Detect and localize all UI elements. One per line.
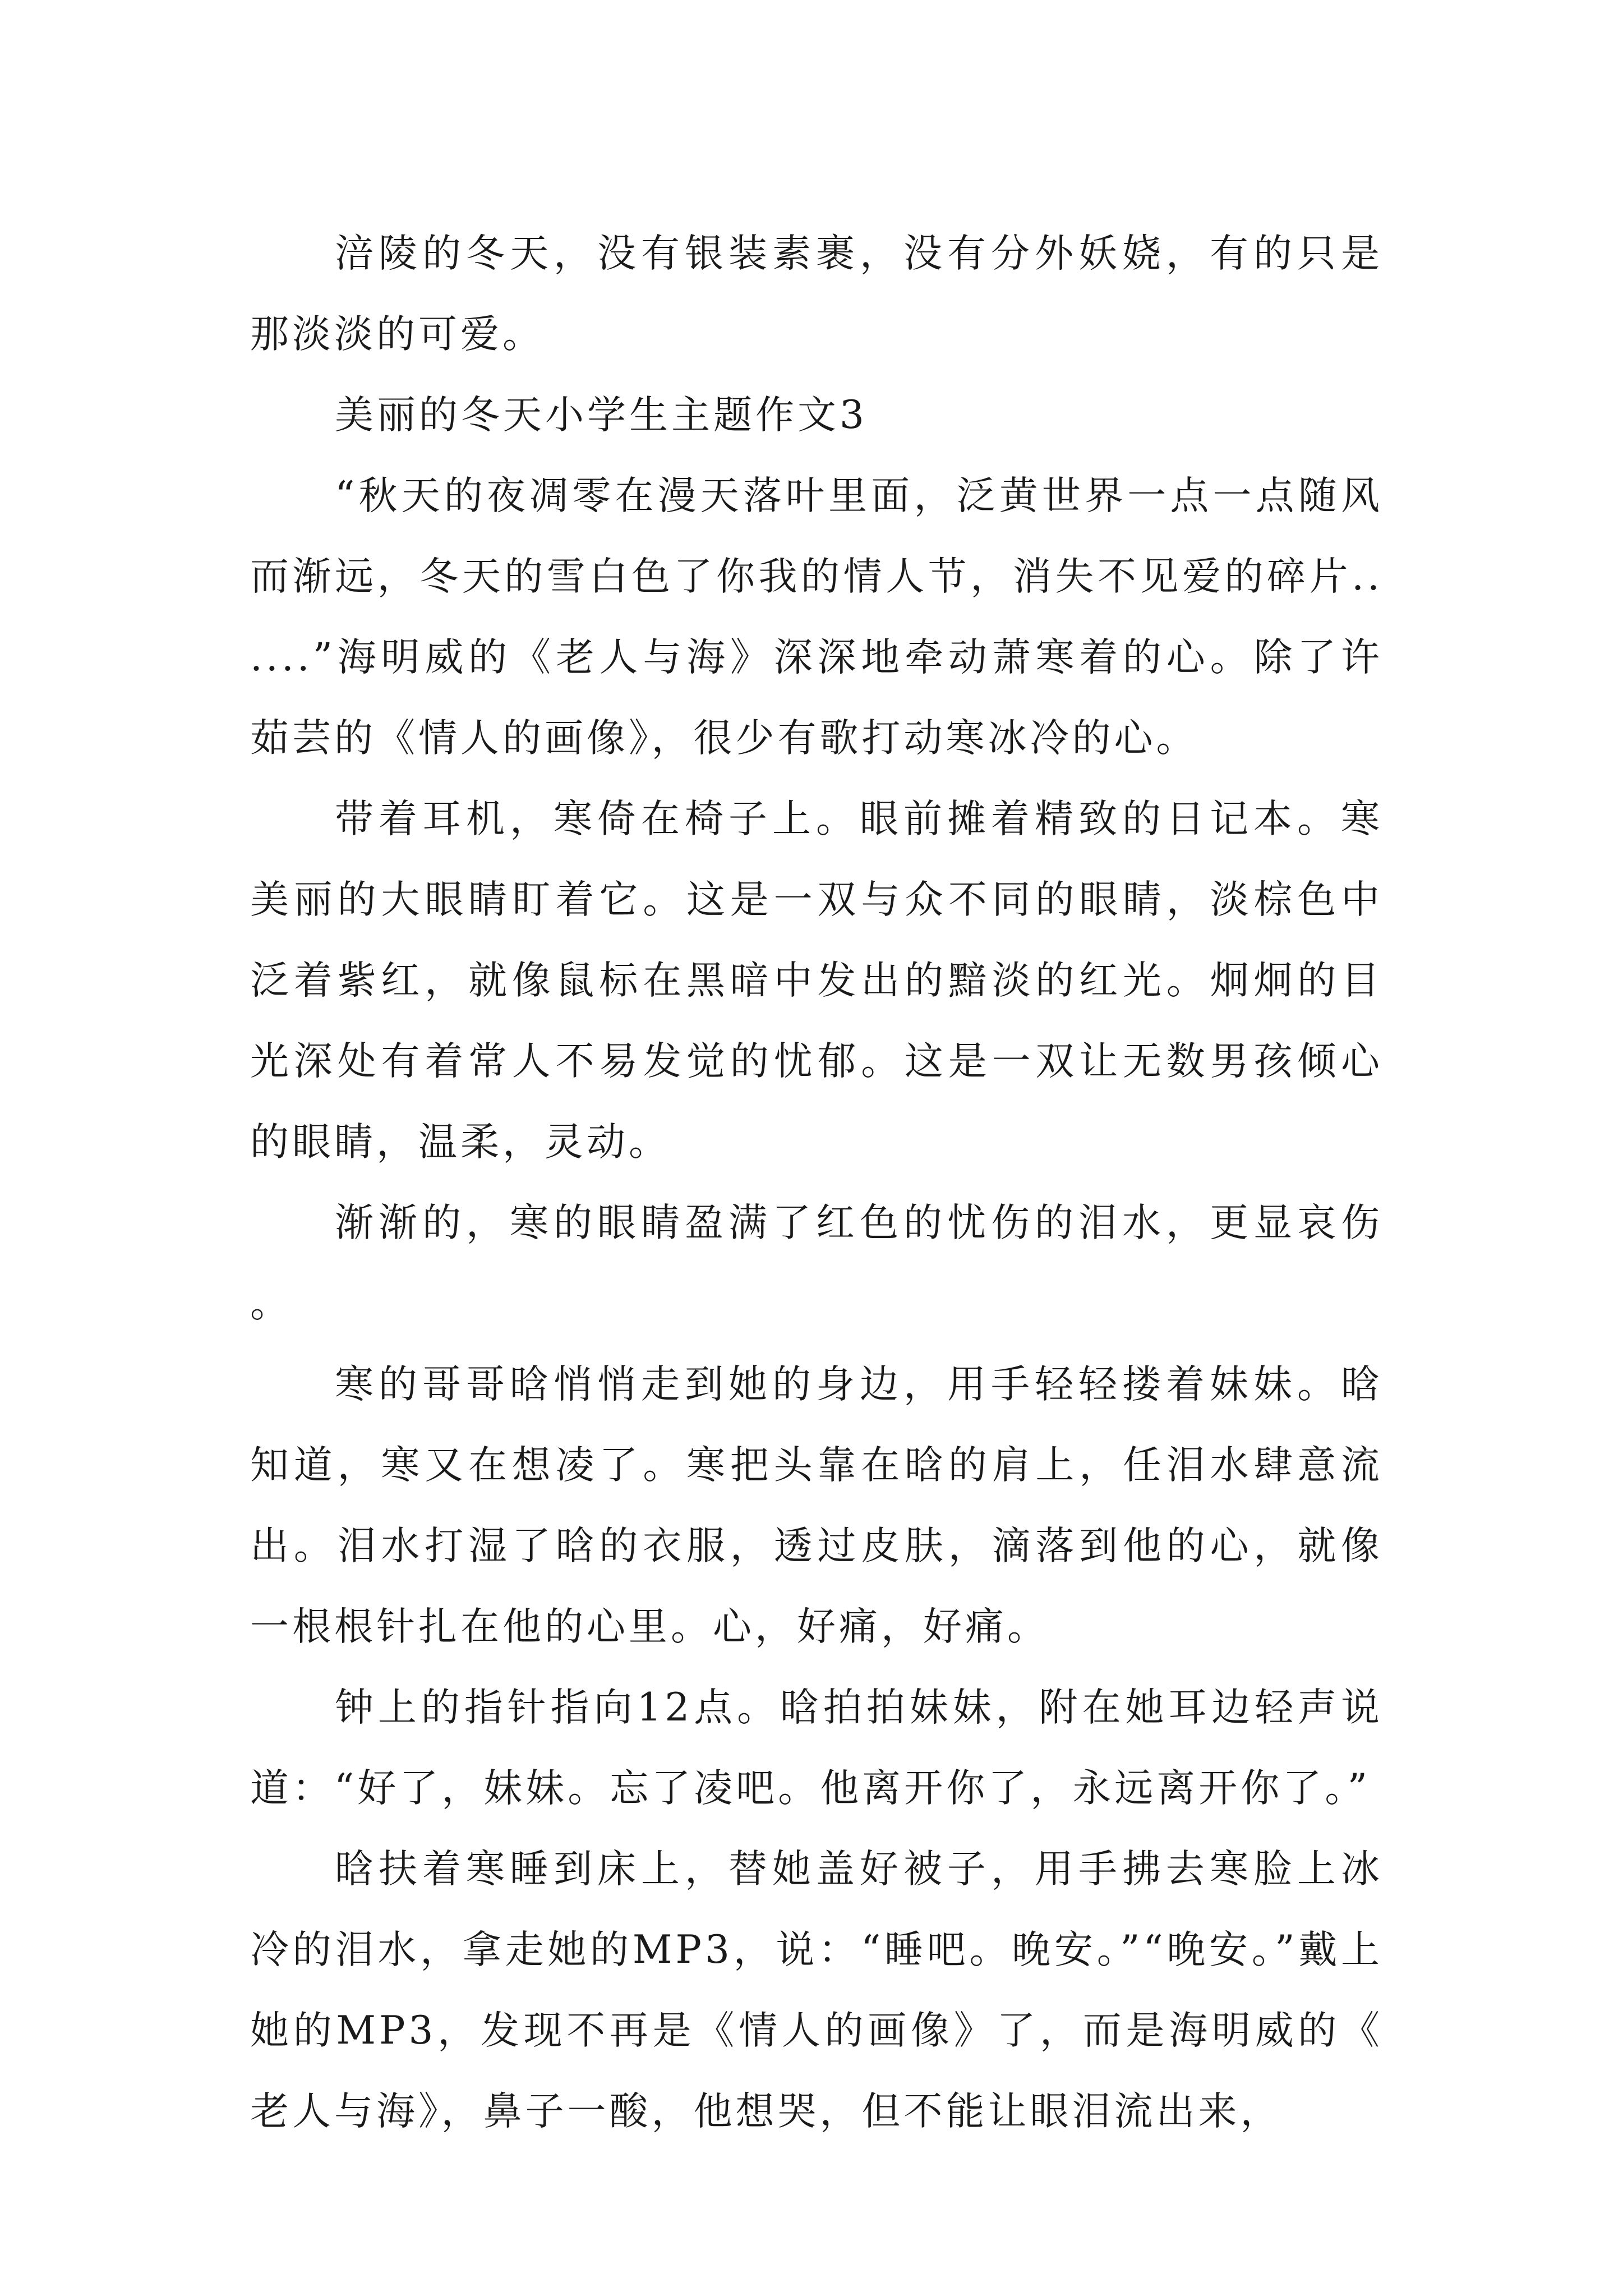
paragraph-3: 带着耳机，寒倚在椅子上。眼前摊着精致的日记本。寒美丽的大眼睛盯着它。这是一双与众不同的眼睛，淡棕色中泛着紫红，就像鼠标在黑暗中发出的黯淡的红光。炯炯的目光深处有着常人不易发觉的忧郁。这是一双让无数男孩倾心的眼睛，温柔，灵动。 bbox=[250, 797, 1383, 1165]
paragraph-5: 寒的哥哥晗悄悄走到她的身边，用手轻轻搂着妹妹。晗知道，寒又在想凌了。寒把头靠在晗的肩上，任泪水肆意流出。泪水打湿了晗的衣服，透过皮肤，滴落到他的心，就像一根根针扎在他的心里。心，好痛，好痛。 bbox=[250, 1362, 1383, 1649]
paragraph-1: 涪陵的冬天，没有银装素裹，没有分外妖娆，有的只是那淡淡的可爱。 bbox=[250, 231, 1383, 357]
paragraph-7: 晗扶着寒睡到床上，替她盖好被子，用手拂去寒脸上冰冷的泪水，拿走她的MP3，说：“睡吧。晚安。”“晚安。”戴上她的MP3，发现不再是《情人的画像》了，而是海明威的《老人与海》，鼻子一酸，他想哭，但不能让眼泪流出来， bbox=[250, 1847, 1383, 2134]
document-page bbox=[250, 213, 1383, 2152]
paragraph-2: “秋天的夜凋零在漫天落叶里面，泛黄世界一点一点随风而渐远，冬天的雪白色了你我的情人节，消失不见爱的碎片......”海明威的《老人与海》深深地牵动萧寒着的心。除了许茹芸的《情人的画像》，很少有歌打动寒冰冷的心。 bbox=[250, 473, 1383, 761]
paragraph-4: 渐渐的，寒的眼睛盈满了红色的忧伤的泪水，更显哀伤。 bbox=[250, 1200, 1383, 1326]
section-title: 美丽的冬天小学生主题作文3 bbox=[335, 393, 868, 438]
paragraph-6: 钟上的指针指向12点。晗拍拍妹妹，附在她耳边轻声说道：“好了，妹妹。忘了凌吧。他离开你了，永远离开你了。” bbox=[250, 1685, 1383, 1811]
